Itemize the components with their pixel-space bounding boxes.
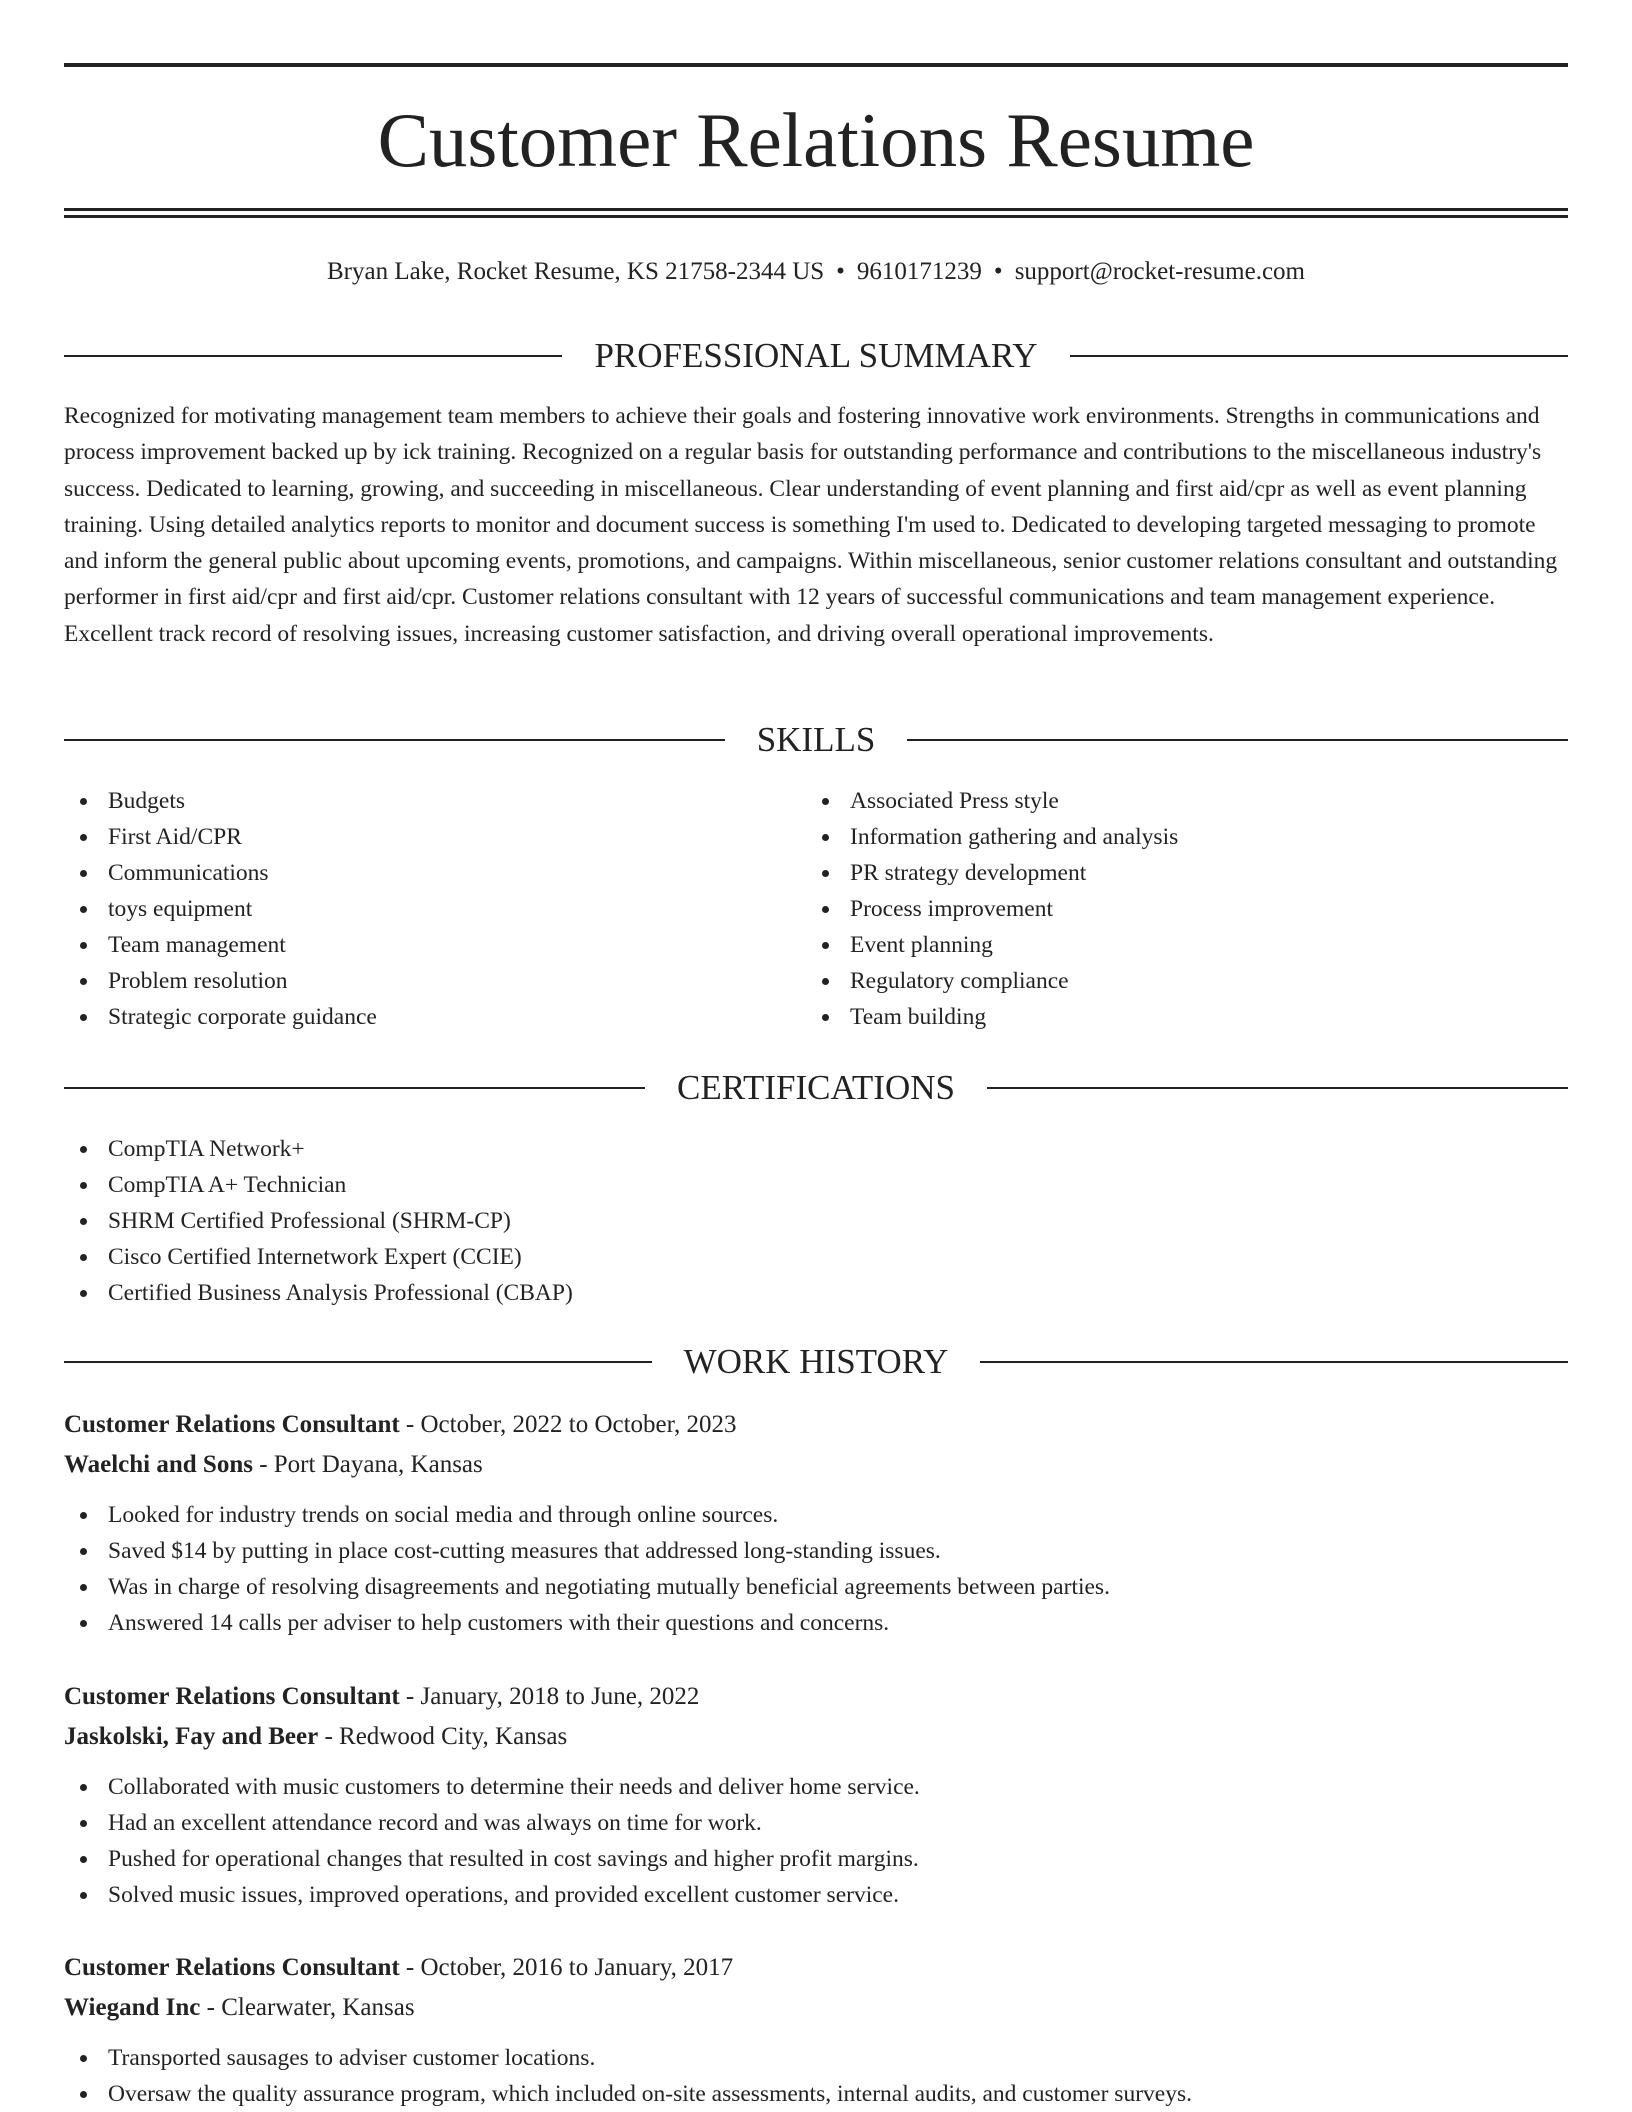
skills-list-left [64, 783, 764, 1035]
contact-separator: • [993, 258, 1003, 285]
certification-item: CompTIA A+ Technician [64, 1167, 1064, 1203]
resume-title: Customer Relations Resume [377, 97, 1255, 183]
skill-item: Event planning [806, 927, 1506, 963]
skills-section-header [64, 718, 1568, 762]
skill-item: Team building [806, 999, 1506, 1035]
job-location: - Port Dayana, Kansas [252, 1451, 483, 1478]
certifications-section-header [64, 1066, 1568, 1110]
job-bullet: Oversaw the quality assurance program, which included on-site assessments, internal audits, and customer surveys. [64, 2076, 1568, 2112]
job-company-line [64, 1988, 1568, 2028]
job-bullet: Answered 14 calls per adviser to help customers with their questions and concerns. [64, 1605, 1568, 1641]
job-company: Jaskolski, Fay and Beer [64, 1723, 319, 1750]
certification-item: Cisco Certified Internetwork Expert (CCIE) [64, 1239, 1064, 1275]
divider-line [1070, 355, 1568, 357]
job-title-line [64, 1948, 1568, 1988]
top-rule [64, 63, 1568, 67]
skill-item: Budgets [64, 783, 764, 819]
summary-text: Recognized for motivating management team members to achieve their goals and fostering innovative work environments. Strengths in communications and process improvement backed up by ick training. Recognized on a regular basis for outstanding performance and contributions to the miscellaneous industry's success. Dedicated to learning, growing, and succeeding in miscellaneous. Clear understanding of event planning and first aid/cpr as well as event planning training. Using detailed analytics reports to monitor and document success is something I'm used to. Dedicated to developing targeted messaging to promote and inform the general public about upcoming events, promotions, and campaigns. Within miscellaneous, senior customer relations consultant and outstanding performer in first aid/cpr and first aid/cpr. Customer relations consultant with 12 years of successful communications and team management experience. Excellent track record of resolving issues, increasing customer satisfaction, and driving overall operational improvements. [64, 403, 1558, 647]
skill-item: Regulatory compliance [806, 963, 1506, 999]
skills-list-right [806, 783, 1506, 1035]
job-title-line [64, 1677, 1568, 1717]
job-location: - Redwood City, Kansas [318, 1723, 568, 1750]
title-double-rule [64, 208, 1568, 218]
contact-separator: • [836, 258, 845, 285]
skill-item: PR strategy development [806, 855, 1506, 891]
skill-item: toys equipment [64, 891, 764, 927]
job-location: - Clearwater, Kansas [200, 1994, 415, 2021]
job-bullet: Had an excellent attendance record and was always on time for work. [64, 1805, 1568, 1841]
job-dates: - January, 2018 to June, 2022 [399, 1683, 700, 1710]
contact-phone: 9610171239 [856, 258, 982, 285]
job-entry [64, 1405, 1568, 1641]
job-bullet: Saved $14 by putting in place cost-cutting measures that addressed long-standing issues. [64, 1533, 1568, 1569]
job-bullet: Solved music issues, improved operations, and provided excellent customer service. [64, 1877, 1568, 1913]
skill-item: First Aid/CPR [64, 819, 764, 855]
divider-line [64, 355, 562, 357]
job-title-line [64, 1405, 1568, 1445]
divider-line [980, 1361, 1568, 1363]
job-bullet: Collaborated with music customers to determine their needs and deliver home service. [64, 1769, 1568, 1805]
contact-line [64, 254, 1568, 290]
job-bullet: Was in charge of resolving disagreements and negotiating mutually beneficial agreements between parties. [64, 1569, 1568, 1605]
contact-address: Bryan Lake, Rocket Resume, KS 21758-2344 US [327, 258, 825, 285]
job-bullets [64, 1769, 1568, 1913]
job-dates: - October, 2016 to January, 2017 [399, 1954, 734, 1981]
job-company: Wiegand Inc [64, 1994, 201, 2021]
job-bullets [64, 1497, 1568, 1641]
job-role: Customer Relations Consultant [64, 1954, 400, 1981]
job-company-line [64, 1445, 1568, 1485]
divider-line [64, 1361, 652, 1363]
job-company-line [64, 1717, 1568, 1757]
job-dates: - October, 2022 to October, 2023 [399, 1411, 737, 1438]
certifications-heading: CERTIFICATIONS [677, 1068, 955, 1107]
skill-item: Communications [64, 855, 764, 891]
job-bullets [64, 2040, 1568, 2112]
summary-section-header [64, 334, 1568, 378]
skill-item: Associated Press style [806, 783, 1506, 819]
divider-line [907, 739, 1568, 741]
divider-line [64, 1087, 645, 1089]
job-entry [64, 1948, 1568, 2112]
skills-heading: SKILLS [756, 720, 876, 759]
certification-item: Certified Business Analysis Professional (CBAP) [64, 1275, 1064, 1311]
contact-email: support@rocket-resume.com [1014, 258, 1305, 285]
skill-item: Problem resolution [64, 963, 764, 999]
job-bullet: Looked for industry trends on social media and through online sources. [64, 1497, 1568, 1533]
divider-line [987, 1087, 1568, 1089]
job-role: Customer Relations Consultant [64, 1411, 400, 1438]
certification-item: SHRM Certified Professional (SHRM-CP) [64, 1203, 1064, 1239]
job-entry [64, 1677, 1568, 1913]
certification-item: CompTIA Network+ [64, 1131, 1064, 1167]
job-role: Customer Relations Consultant [64, 1683, 400, 1710]
skill-item: Team management [64, 927, 764, 963]
skill-item: Strategic corporate guidance [64, 999, 764, 1035]
summary-heading: PROFESSIONAL SUMMARY [594, 336, 1038, 375]
certifications-list [64, 1131, 1064, 1311]
job-company: Waelchi and Sons [64, 1451, 253, 1478]
job-bullet: Transported sausages to adviser customer locations. [64, 2040, 1568, 2076]
work-history-heading: WORK HISTORY [683, 1342, 949, 1381]
divider-line [64, 739, 725, 741]
work-history-section-header [64, 1340, 1568, 1384]
skill-item: Process improvement [806, 891, 1506, 927]
skill-item: Information gathering and analysis [806, 819, 1506, 855]
job-bullet: Pushed for operational changes that resulted in cost savings and higher profit margins. [64, 1841, 1568, 1877]
